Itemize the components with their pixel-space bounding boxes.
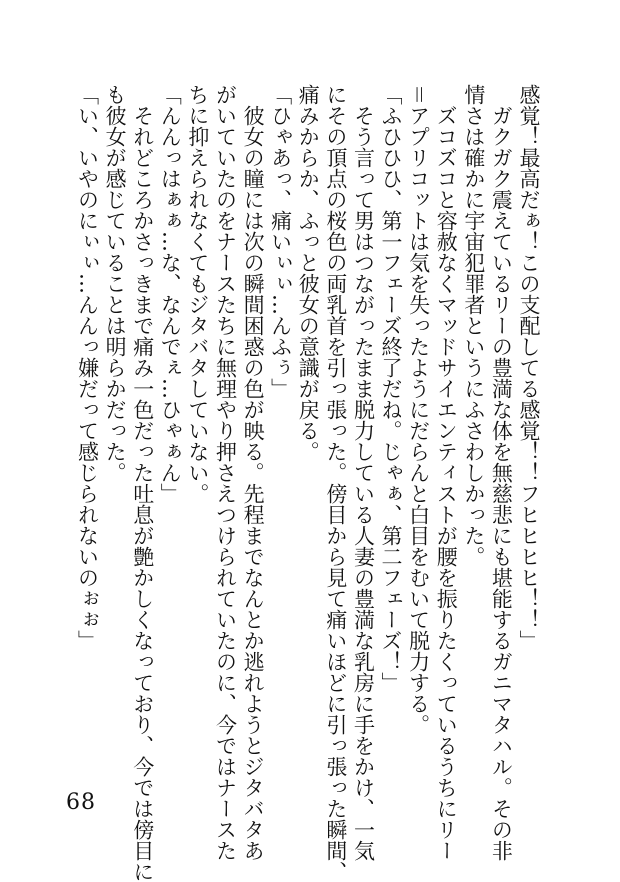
text-line: ガクガク震えているリーの豊満な体を無慈悲にも堪能するガニマタハル。その非 [489, 84, 514, 861]
text-line: 「い、いやのにぃぃ…んんっ嫌だって感じられないのぉぉ」 [75, 84, 100, 651]
text-line: 痛みからか、ふっと彼女の意識が戻る。 [296, 84, 321, 462]
text-line: ちに抑えられなくてもジタバタしていない。 [185, 84, 210, 504]
text-line: そう言って男はつながったまま脱力している人妻の豊満な乳房に手をかけ、一気 [351, 84, 376, 861]
text-line: も彼女が感じていることは明らかだった。 [103, 84, 128, 483]
text-line: にその頂点の桜色の両乳首を引っ張った。傍目から見て痛いほどに引っ張った瞬間、 [323, 84, 348, 882]
text-line: 感覚！最高だぁ！この支配してる感覚！！フヒヒヒヒ！！」 [517, 84, 541, 651]
text-line: がいていたのをナースたちに無理やり押さえつけられていたのに、今ではナースた [213, 84, 238, 861]
text-line: 彼女の瞳には次の瞬間困惑の色が映る。先程までなんとか逃れようとジタバタあ [241, 84, 266, 861]
text-line: ＝アプリコットは気を失ったようにだらんと白目をむいて脱力する。 [406, 84, 431, 735]
text-line: 「ふひひひ、第一フェーズ終了だね。じゃぁ、第二フェーズ！」 [379, 84, 404, 693]
text-line: それどころかさっきまで痛み一色だった吐息が艶かしくなっており、今では傍目に [130, 84, 155, 882]
text-line: ズコズコと容赦なくマッドサイエンティストが腰を振りたくっているうちにリー [434, 84, 459, 861]
page-number: 68 [66, 790, 96, 815]
text-line: 「ひゃあっ、痛いぃぃ…んふぅ」 [268, 84, 293, 399]
text-line: 情さは確かに宇宙犯罪者というにふさわしかった。 [461, 84, 486, 567]
text-line: 「んんっはぁぁ…な、なんでぇ…ひゃぁん」 [158, 84, 183, 504]
